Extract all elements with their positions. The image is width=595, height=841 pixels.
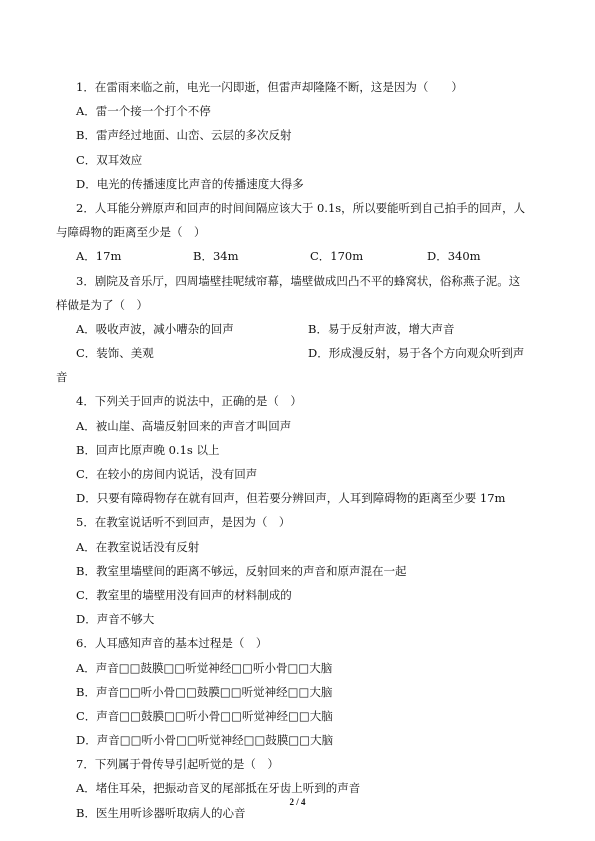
question-7-stem: 7．下列属于骨传导引起听觉的是（ ） [76,757,279,772]
question-3-options-row1 [56,317,544,341]
question-1-option-c: C．双耳效应 [76,152,143,167]
question-3-option-b: B．易于反射声波，增大声音 [308,321,455,336]
document-body [56,75,544,825]
question-5-option-a: A．在教室说话没有反射 [76,539,200,554]
question-4-option-a: A．被山崖、高墙反射回来的声音才叫回声 [76,418,292,433]
question-1-option-b: B．雷声经过地面、山峦、云层的多次反射 [76,128,292,143]
question-3-option-d-continued: 音 [56,370,68,385]
question-5-option-d: D．声音不够大 [76,612,155,627]
question-3-option-d: D．形成漫反射，易于各个方向观众听到声 [308,346,525,361]
question-3-stem-line1: 3．剧院及音乐厅，四周墙壁挂呢绒帘幕，墙壁做成凹凸不平的蜂窝状，俗称燕子泥。这 [76,273,521,288]
question-3-options-row2 [56,341,544,365]
question-5-stem: 5．在教室说话听不到回声，是因为（ ） [76,515,291,530]
question-2-option-d: D．340m [427,249,481,264]
question-6-option-a: A．声音□□鼓膜□□听觉神经□□听小骨□□大脑 [76,660,333,675]
question-2-stem-line1: 2．人耳能分辨原声和回声的时间间隔应该大于 0.1s，所以要能听到自己拍手的回声，人 [76,200,526,215]
question-2-options [56,244,544,268]
question-4-option-c: C．在较小的房间内说话，没有回声 [76,467,258,481]
question-6-option-b: B．声音□□听小骨□□鼓膜□□听觉神经□□大脑 [76,684,333,699]
question-1-option-d: D．电光的传播速度比声音的传播速度大得多 [76,176,304,191]
question-4-option-d: D．只要有障碍物存在就有回声，但若要分辨回声，人耳到障碍物的距离至少要 17m [76,491,506,506]
question-7-option-a: A．堵住耳朵，把振动音叉的尾部抵在牙齿上听到的声音 [76,781,361,796]
question-7-option-b: B．医生用听诊器听取病人的心音 [76,805,246,820]
page-number: 2 / 4 [289,797,306,807]
question-4-option-b: B．回声比原声晚 0.1s 以上 [76,442,220,457]
question-6-option-c: C．声音□□鼓膜□□听小骨□□听觉神经□□大脑 [76,708,333,723]
question-5-option-b: B．教室里墙壁间的距离不够远，反射回来的声音和原声混在一起 [76,563,407,578]
question-2-option-c: C．170m [310,249,364,264]
question-2-option-a: A．17m [76,249,122,264]
question-4-stem: 4．下列关于回声的说法中，正确的是（ ） [76,394,302,409]
question-1-option-a: A．雷一个接一个打个不停 [76,104,211,119]
question-2-option-b: B．34m [193,249,239,264]
question-3-option-a: A．吸收声波，减小嘈杂的回声 [76,321,234,336]
question-6-option-d: D．声音□□听小骨□□听觉神经□□鼓膜□□大脑 [76,733,334,748]
question-3-option-c: C．装饰、美观 [76,346,154,361]
question-3-stem-line2: 样做是为了（ ） [56,297,148,312]
question-2-stem-line2: 与障碍物的距离至少是（ ） [56,225,206,240]
question-5-option-c: C．教室里的墙壁用没有回声的材料制成的 [76,587,292,602]
question-6-stem: 6．人耳感知声音的基本过程是（ ） [76,636,268,651]
question-1-stem: 1．在雷雨来临之前，电光一闪即逝，但雷声却隆隆不断，这是因为（ ） [76,80,463,94]
